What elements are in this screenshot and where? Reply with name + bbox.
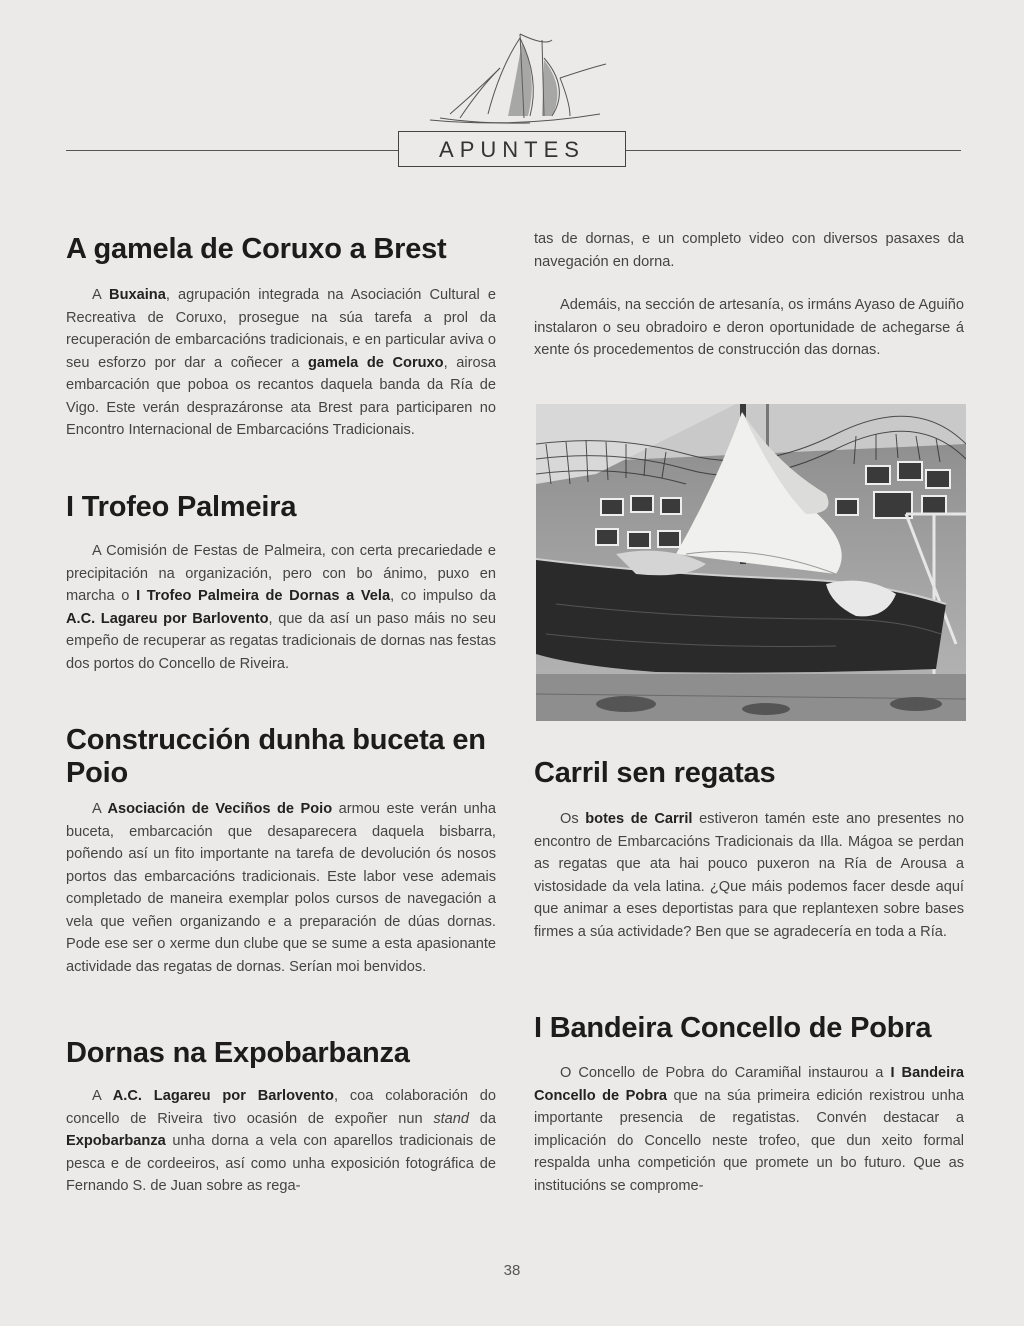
header-rule-right [626,150,961,151]
article-body: O Concello de Pobra do Caramiñal instaurou a I Bandeira Concello de Pobra que na súa primeira edición rexistrou unha importante presencia de regatistas. Convén destacar a implicación do Concello neste trofeo, que dun xeito formal respalda unha competición que promete un bo futuro. Que as institucións se comprome- [534,1065,965,1194]
article-title: I Trofeo Palmeira [66,491,297,523]
article-body: Os botes de Carril estiveron tamén este ano presentes no encontro de Embarcacións Tradicionais da Illa. Mágoa se perdan as regatas que ata hai pouco puxeron na Ría de Arousa a vistosidade da vela latina. ¿Que máis podemos facer desde aquí que animar a eses deportistas para que replantexen sobre bases firmes a súa actividade? Ben que se agradecería en toda a Ría. [534,811,965,940]
bold-term: Asociación de Veciños de Poio [107,801,333,817]
article-body: A A.C. Lagareu por Barlovento, coa colaboración do concello de Riveira tivo ocasión de expoñer nun stand da Expobarbanza unha dorna a vela con aparellos tradicionais de pesca e de cordeeiros, así como unha exposición fotográfica de Fernando S. de Juan sobre as rega- [66,1088,497,1194]
section-label: APUNTES [398,131,626,167]
bold-term: I Bandeira Concello de Pobra [534,1065,965,1104]
bold-term: gamela de Coruxo [307,354,444,371]
bold-term: I Trofeo Palmeira de Dornas a Vela [136,588,391,604]
article-title: Dornas na Expobarbanza [66,1037,410,1069]
sailing-ship-icon [420,28,610,128]
article-body: Ademáis, na sección de artesanía, os irmáns Ayaso de Aguiño instalaron o seu obradoiro e deron oportunidade de achegarse á xente ós procedementos de construcción das dornas. [534,297,964,358]
italic-term: stand [433,1110,470,1127]
article-body: A Buxaina, agrupación integrada na Asociación Cultural e Recreativa de Coruxo, prosegue na súa tarefa a prol da recuperación de embarcacións tradicionais, e en particular aviva o seu esforzo por dar a coñecer a gamela de Coruxo, airosa embarcación que poboa os recantos daquela banda da Ría de Vigo. Este verán desprazáronse ata Brest para participaren no Encontro Internacional de Embarcacións Tradicionais. [66,287,497,438]
article-title: Construcción dunha buceta en Poio [66,724,486,789]
bold-term: A.C. Lagareu por Barlovento [112,1088,334,1104]
continuation-text: tas de dornas, e un completo video con diversos pasaxes da navegación en dorna. [534,231,964,270]
bold-term: botes de Carril [585,811,693,827]
exhibition-boat-photo [536,404,966,721]
bold-term: Buxaina [109,287,166,303]
article-body: A Comisión de Festas de Palmeira, con certa precariedade e precipitación na organización, pero con bo ánimo, puxo en marcha o I Trofeo Palmeira de Dornas a Vela, co impulso da A.C. Lagareu por Barlovento, que da así un paso máis no seu empeño de recuperar as regatas tradicionais de dornas nas festas dos portos do Concello de Riveira. [66,543,497,672]
page-header [0,0,1024,175]
article-body: A Asociación de Veciños de Poio armou este verán unha buceta, embarcación que desaparecera daquela bisbarra, poñendo así un fito importante na tarefa de devolución ós nosos portos das embarcacións tradicionais. Este labor vese ademais completado de maneira exemplar polos cursos de navegación a vela que veñen organizando e a preparación de dúas dornas. Pode ese ser o xerme dun clube que se sume a esta apasionante actividade das regatas de dornas. Serían moi benvidos. [66,801,497,975]
boat-photo-image [536,404,966,721]
article-title: Carril sen regatas [534,757,776,789]
page-number: 38 [503,1262,521,1279]
bold-term: Expobarbanza [66,1133,166,1149]
bold-term: A.C. Lagareu por Barlovento [66,610,269,627]
header-rule-left [66,150,398,151]
article-title: I Bandeira Concello de Pobra [534,1012,932,1044]
article-title: A gamela de Coruxo a Brest [66,233,447,265]
